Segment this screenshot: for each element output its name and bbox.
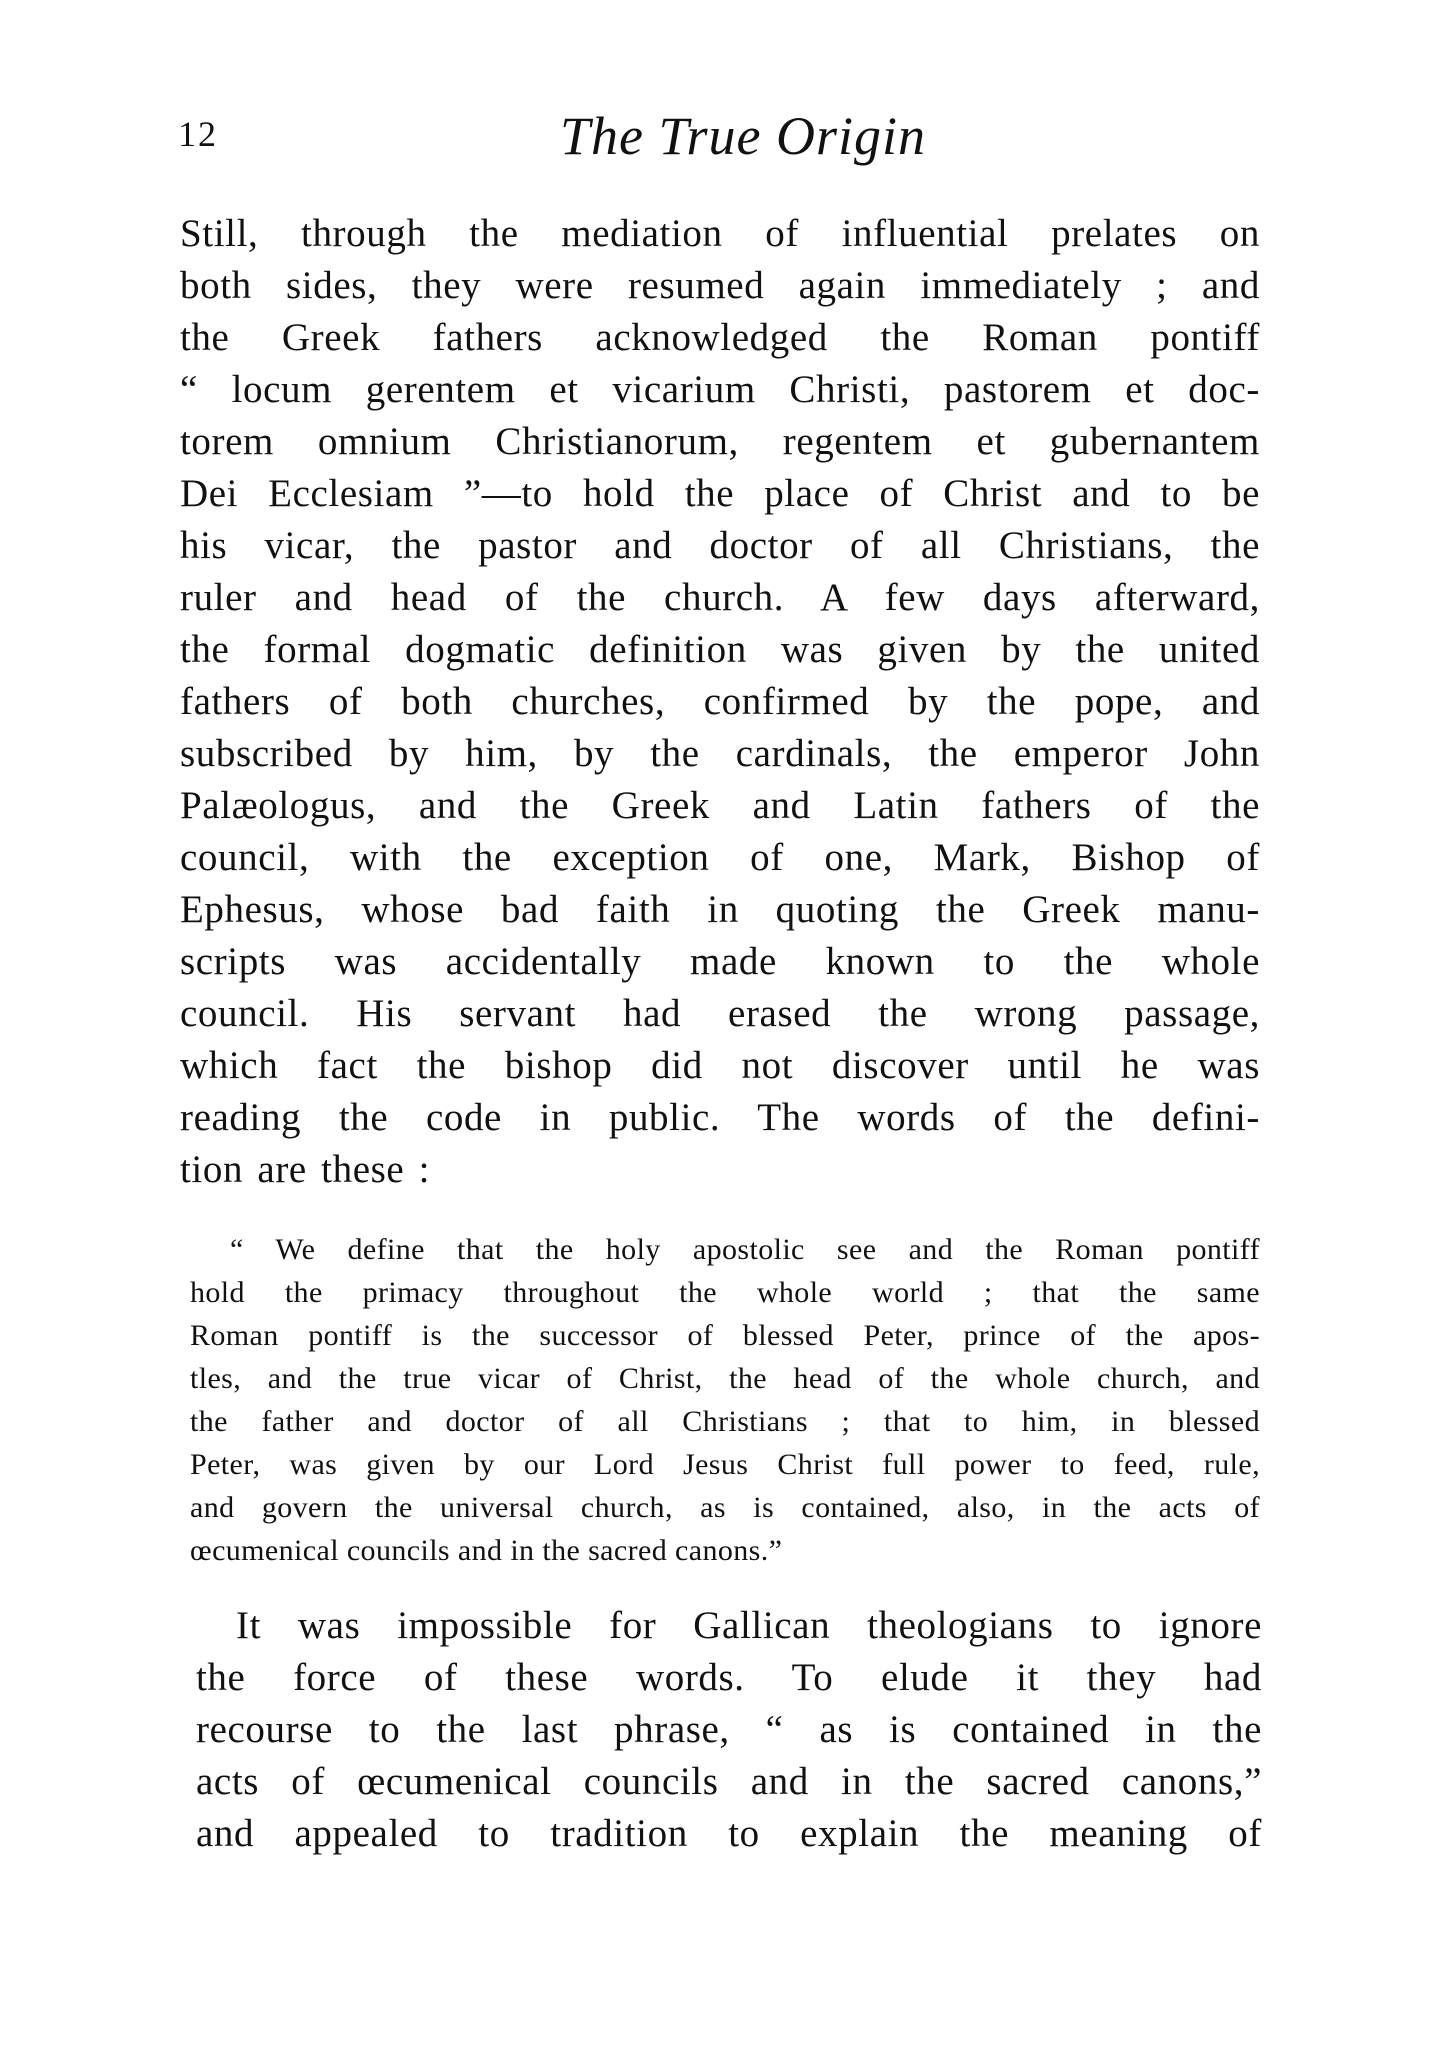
running-title: The True Origin — [559, 106, 927, 166]
text-line: “ locum gerentem et vicarium Christi, pastorem et doc- — [180, 368, 1260, 411]
quote-line: hold the primacy throughout the whole world ; that the same — [190, 1276, 1260, 1309]
quote-line: Roman pontiff is the successor of blessed Peter, prince of the apos- — [190, 1319, 1260, 1352]
quote-line: and govern the universal church, as is contained, also, in the acts of — [190, 1491, 1260, 1524]
text-line: reading the code in public. The words of the defini- — [180, 1096, 1260, 1139]
text-line: Ephesus, whose bad faith in quoting the Greek manu- — [180, 888, 1260, 931]
text-line: the formal dogmatic definition was given by the united — [180, 628, 1260, 671]
text-line: subscribed by him, by the cardinals, the emperor John — [180, 732, 1260, 775]
quote-line: œcumenical councils and in the sacred canons.” — [190, 1534, 783, 1567]
text-line: scripts was accidentally made known to the whole — [180, 940, 1260, 983]
text-line: It was impossible for Gallican theologians to ignore — [236, 1604, 1262, 1647]
text-line: council. His servant had erased the wrong passage, — [180, 992, 1260, 1035]
text-line: which fact the bishop did not discover until he was — [180, 1044, 1260, 1087]
text-line: fathers of both churches, confirmed by the pope, and — [180, 680, 1260, 723]
continuation-paragraph — [196, 1600, 1262, 1860]
block-quotation — [190, 1228, 1260, 1572]
main-paragraph — [180, 208, 1260, 1196]
text-line: acts of œcumenical councils and in the sacred canons,” — [196, 1760, 1262, 1803]
quote-line: Peter, was given by our Lord Jesus Christ full power to feed, rule, — [190, 1448, 1260, 1481]
text-line: council, with the exception of one, Mark, Bishop of — [180, 836, 1260, 879]
text-line: ruler and head of the church. A few days afterward, — [180, 576, 1260, 619]
text-line: tion are these : — [180, 1148, 431, 1191]
text-line: the Greek fathers acknowledged the Roman pontiff — [180, 316, 1260, 359]
text-line: torem omnium Christianorum, regentem et gubernantem — [180, 420, 1260, 463]
running-head — [178, 105, 1268, 175]
text-line: recourse to the last phrase, “ as is contained in the — [196, 1708, 1262, 1751]
text-line: both sides, they were resumed again immediately ; and — [180, 264, 1260, 307]
text-line: Dei Ecclesiam ”—to hold the place of Christ and to be — [180, 472, 1260, 515]
text-line: Palæologus, and the Greek and Latin fathers of the — [180, 784, 1260, 827]
quote-line: the father and doctor of all Christians ; that to him, in blessed — [190, 1405, 1260, 1438]
text-line: his vicar, the pastor and doctor of all Christians, the — [180, 524, 1260, 567]
text-line: Still, through the mediation of influential prelates on — [180, 212, 1260, 255]
quote-line: “ We define that the holy apostolic see and the Roman pontiff — [230, 1233, 1260, 1266]
quote-line: tles, and the true vicar of Christ, the head of the whole church, and — [190, 1362, 1260, 1395]
page-number: 12 — [178, 114, 218, 154]
text-line: and appealed to tradition to explain the meaning of — [196, 1812, 1262, 1855]
text-line: the force of these words. To elude it they had — [196, 1656, 1262, 1699]
